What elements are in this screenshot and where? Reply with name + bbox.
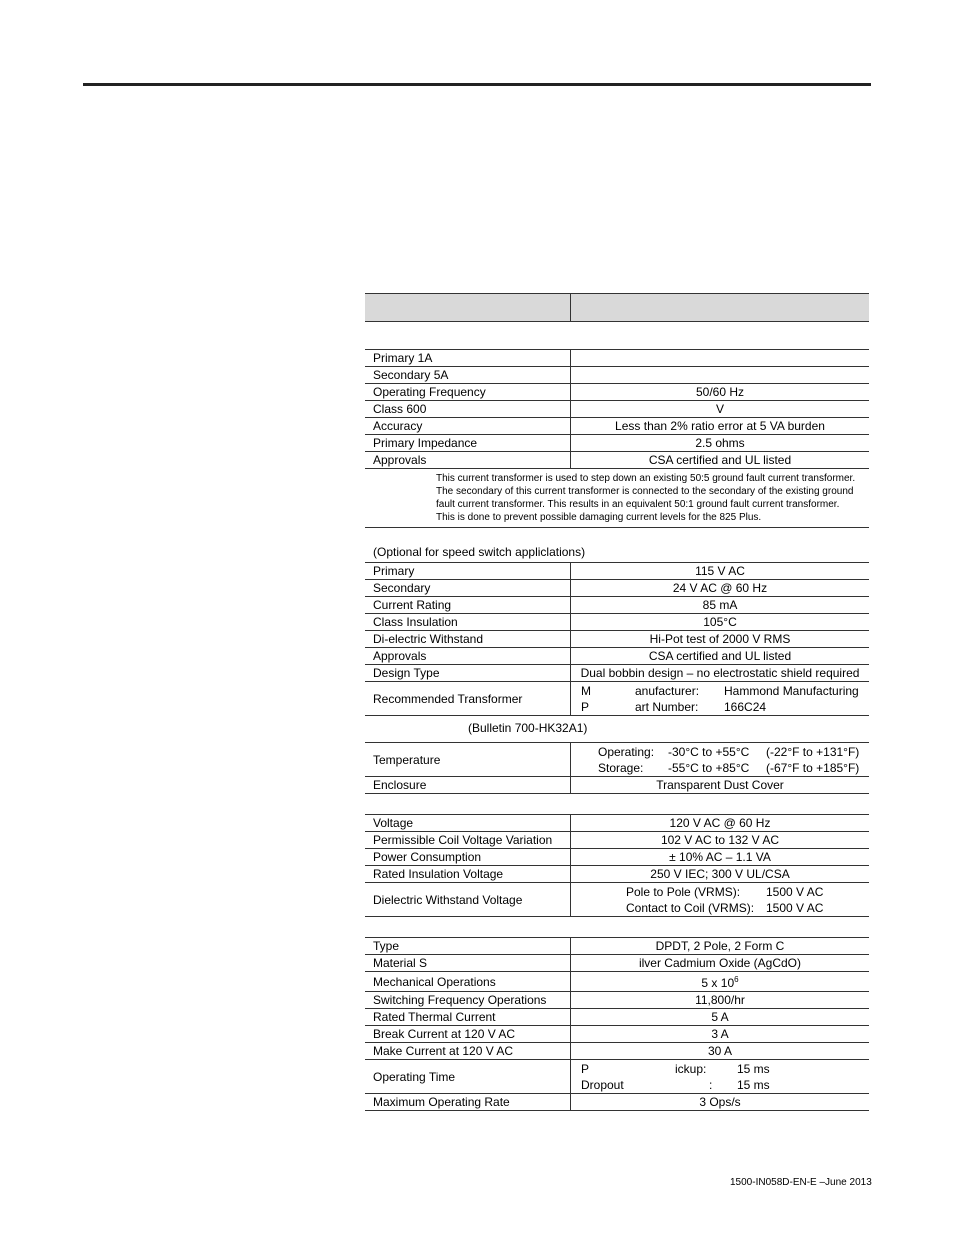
table-row: Current Rating 85 mA xyxy=(365,597,869,614)
table-row: Recommended Transformer M anufacturer: Hammond Manufacturing P art Number: 166C24 xyxy=(365,682,869,716)
table-row: Design Type Dual bobbin design – no electrostatic shield required xyxy=(365,665,869,682)
table-row: Material S ilver Cadmium Oxide (AgCdO) xyxy=(365,955,869,972)
speed-switch-caption: (Optional for speed switch appliclations) xyxy=(373,545,586,559)
table-row: Temperature Operating: -30°C to +55°C (-22°F to +131°F) Storage: -55°C to +85°C (-67°F to +185°F) xyxy=(365,743,869,777)
contacts-section xyxy=(365,937,869,1111)
page-footer: 1500-IN058D-EN-E –June 2013 xyxy=(730,1177,872,1188)
table-row: Di-electric Withstand Hi-Pot test of 2000 V RMS xyxy=(365,631,869,648)
specifications-table xyxy=(365,293,869,1111)
table-row: Break Current at 120 V AC 3 A xyxy=(365,1026,869,1043)
table-row: Power Consumption ± 10% AC – 1.1 VA xyxy=(365,849,869,866)
table-row: Primary 1A xyxy=(365,350,869,367)
table-row: Secondary 24 V AC @ 60 Hz xyxy=(365,580,869,597)
table-row: Permissible Coil Voltage Variation 102 V AC to 132 V AC xyxy=(365,832,869,849)
relay-caption: (Bulletin 700-HK32A1) xyxy=(468,721,588,735)
table-row: Rated Insulation Voltage 250 V IEC; 300 V UL/CSA xyxy=(365,866,869,883)
table-row: Operating Time P ickup: 15 ms Dropout : 15 ms xyxy=(365,1060,869,1094)
table-header xyxy=(365,293,869,322)
table-row: Accuracy Less than 2% ratio error at 5 VA burden xyxy=(365,418,869,435)
table-row: Operating Frequency 50/60 Hz xyxy=(365,384,869,401)
table-row: Approvals CSA certified and UL listed xyxy=(365,452,869,469)
table-row: Primary 115 V AC xyxy=(365,563,869,580)
table-row: Dielectric Withstand Voltage Pole to Pole (VRMS): 1500 V AC Contact to Coil (VRMS): 1500 V AC xyxy=(365,883,869,917)
table-row: Type DPDT, 2 Pole, 2 Form C xyxy=(365,938,869,955)
table-row: Enclosure Transparent Dust Cover xyxy=(365,777,869,794)
table-row: Maximum Operating Rate 3 Ops/s xyxy=(365,1094,869,1111)
table-row: Approvals CSA certified and UL listed xyxy=(365,648,869,665)
table-row: Class 600 V xyxy=(365,401,869,418)
table-row: Mechanical Operations 5 x $10^6$ xyxy=(365,972,869,992)
top-rule xyxy=(83,83,871,86)
current-transformer-section xyxy=(365,349,869,528)
table-row: Primary Impedance 2.5 ohms xyxy=(365,435,869,452)
table-row: Voltage 120 V AC @ 60 Hz xyxy=(365,815,869,832)
ct-note: This current transformer is used to step down an existing 50:5 ground fault current transformer. The secondary of this current transformer is connected to the secondary of the existing ground fault current transformer. This results in an equivalent 50:1 ground fault current transformer. This is done to prevent possible damaging current levels for the 825 Plus. xyxy=(365,469,869,528)
table-row: Make Current at 120 V AC 30 A xyxy=(365,1043,869,1060)
relay-section xyxy=(365,742,869,794)
coil-section xyxy=(365,814,869,917)
speed-switch-transformer-section xyxy=(365,562,869,716)
table-row: Switching Frequency Operations 11,800/hr xyxy=(365,992,869,1009)
table-row: Rated Thermal Current 5 A xyxy=(365,1009,869,1026)
table-row: Secondary 5A xyxy=(365,367,869,384)
table-row: Class Insulation 105°C xyxy=(365,614,869,631)
